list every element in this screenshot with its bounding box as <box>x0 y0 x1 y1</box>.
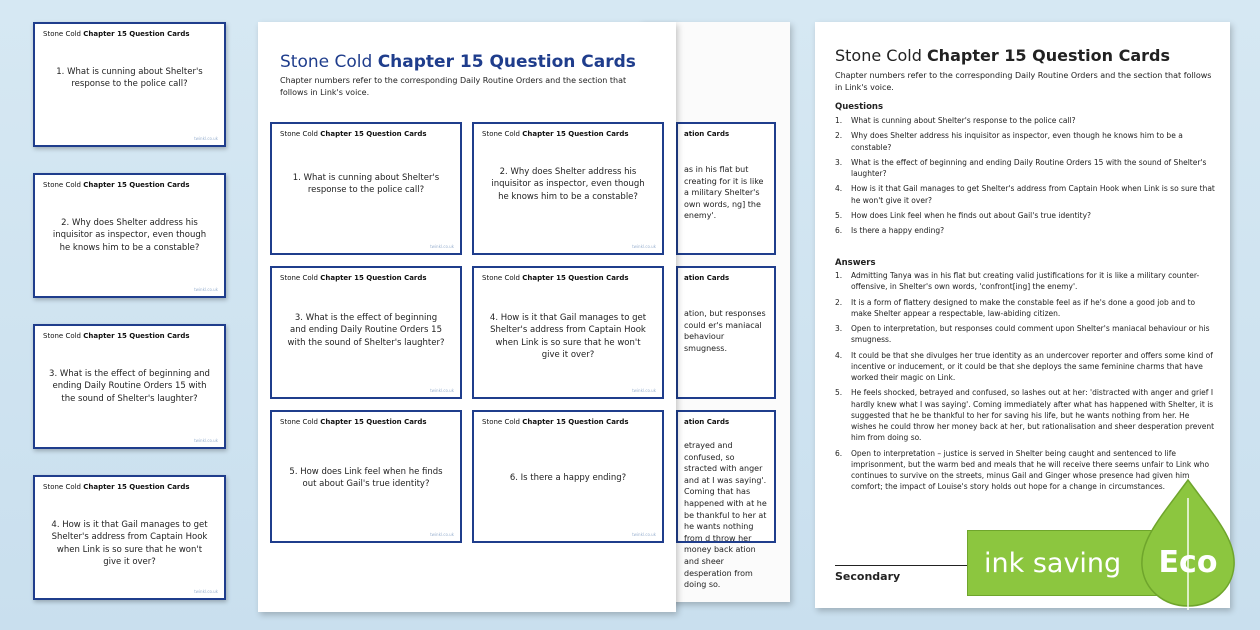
card-header: Stone Cold Chapter 15 Question Cards <box>43 30 190 38</box>
list-item: 6. Is there a happy ending? <box>835 226 945 235</box>
card-header: ation Cards <box>684 418 730 426</box>
card-header: ation Cards <box>684 130 730 138</box>
card-header: ation Cards <box>684 274 730 282</box>
card-question: 1. What is cunning about Shelter's response to the police call? <box>292 173 440 196</box>
card-footer: twinkl.co.uk <box>194 438 218 443</box>
list-item: 3. Open to interpretation, but responses could comment upon Shelter's maniacal behaviour or his smugness. <box>835 324 1210 345</box>
list-item: 2. Why does Shelter address his inquisitor as inspector, even though he knows him to be a constable? <box>835 131 1183 152</box>
ink-saving-label: ink saving <box>984 547 1122 579</box>
mini-card-2 <box>33 173 226 298</box>
mini-card-1 <box>33 22 226 147</box>
card-header: Stone Cold Chapter 15 Question Cards <box>280 130 427 138</box>
back-card-1 <box>676 122 776 255</box>
list-item: 6. Open to interpretation – justice is served in Shelter being caught and sentenced to life imprisonment, but the warm bed and meals that he will receive there seems unfair to Link who continues to survive on the streets, minus Gail and Ginger whose presence had given him comfort; the impact of Louise's story holds out hope for a change in circumstances. <box>835 448 1210 492</box>
card-footer: twinkl.co.uk <box>194 136 218 141</box>
sheet-title: Stone Cold Chapter 15 Question Cards <box>280 52 636 72</box>
questions-heading: Questions <box>835 102 884 112</box>
eco-leaf-label: Eco <box>1158 545 1218 580</box>
footer-divider <box>835 565 985 566</box>
question-card-1 <box>270 122 462 255</box>
card-footer: twinkl.co.uk <box>430 388 454 393</box>
answers-intro: Chapter numbers refer to the corresponding Daily Routine Orders and the section that follows in Link's voice. <box>835 71 1212 92</box>
ink-saving-banner <box>967 530 1167 596</box>
question-card-5 <box>270 410 462 543</box>
card-header: Stone Cold Chapter 15 Question Cards <box>43 483 190 491</box>
card-footer: twinkl.co.uk <box>632 388 656 393</box>
card-header: Stone Cold Chapter 15 Question Cards <box>43 332 190 340</box>
card-footer: twinkl.co.uk <box>632 244 656 249</box>
card-header: Stone Cold Chapter 15 Question Cards <box>482 130 629 138</box>
card-question: 4. How is it that Gail manages to get Shelter's address from Captain Hook when Link is so sure that he won't give it over? <box>51 520 208 567</box>
card-footer: twinkl.co.uk <box>430 532 454 537</box>
question-card-3 <box>270 266 462 399</box>
back-card-text: ation, but responses could er's maniacal behaviour smugness. <box>684 309 766 353</box>
answers-title: Stone Cold Chapter 15 Question Cards <box>835 46 1170 65</box>
list-item: 4. How is it that Gail manages to get Shelter's address from Captain Hook when Link is so sure that he won't give it over? <box>835 184 1215 205</box>
card-question: 4. How is it that Gail manages to get Shelter's address from Captain Hook when Link is so sure that he won't give it over? <box>489 313 647 360</box>
list-item: 3. What is the effect of beginning and ending Daily Routine Orders 15 with the sound of Shelter's laughter? <box>835 157 1207 178</box>
questions-list <box>835 115 1215 240</box>
card-header: Stone Cold Chapter 15 Question Cards <box>482 274 629 282</box>
card-header: Stone Cold Chapter 15 Question Cards <box>43 181 190 189</box>
mini-card-4 <box>33 475 226 600</box>
card-header: Stone Cold Chapter 15 Question Cards <box>280 418 427 426</box>
answers-list <box>835 270 1215 497</box>
card-question: 5. How does Link feel when he finds out about Gail's true identity? <box>289 467 443 490</box>
back-card-text: as in his flat but creating for it is like a military Shelter's own words, ng] the enemy'. <box>684 165 764 221</box>
list-item: 1. What is cunning about Shelter's response to the police call? <box>835 116 1076 125</box>
card-question: 3. What is the effect of beginning and ending Daily Routine Orders 15 with the sound of Shelter's laughter? <box>49 369 210 404</box>
list-item: 5. He feels shocked, betrayed and confused, so lashes out at her: 'distracted with anger and grief I hardly knew what I was saying'. Coming immediately after what has happened with Shelter, it is suggested that he be thankful to her for saving his life, but he wants nothing from her. He wishes he could throw her money back at her, but rationalisation and sheer desperation prevent him from doing so. <box>835 388 1215 443</box>
card-question: 6. Is there a happy ending? <box>509 473 627 483</box>
card-footer: twinkl.co.uk <box>632 532 656 537</box>
card-question: 1. What is cunning about Shelter's response to the police call? <box>56 67 203 90</box>
list-item: 5. How does Link feel when he finds out about Gail's true identity? <box>835 210 1091 220</box>
card-header: Stone Cold Chapter 15 Question Cards <box>280 274 427 282</box>
footer-label: Secondary <box>835 570 901 583</box>
answers-heading: Answers <box>835 258 876 268</box>
list-item: 2. It is a form of flattery designed to make the constable feel as if he's done a good job and to make Shelter appear a respectable, law-abiding citizen. <box>835 297 1196 318</box>
card-footer: twinkl.co.uk <box>194 287 218 292</box>
back-card-text: etrayed and confused, so stracted with anger and at I was saying'. Coming that has happened with at he be thankful to her at he wants nothing from d throw her money back ation and sheer desperation from doing so. <box>684 441 767 590</box>
question-card-4 <box>472 266 664 399</box>
back-card-2 <box>676 266 776 399</box>
main-sheet <box>258 22 676 612</box>
card-footer: twinkl.co.uk <box>194 589 218 594</box>
list-item: 1. Admitting Tanya was in his flat but creating valid justifications for it is like a military counter-offensive, in Shelter's own words, 'confront[ing] the enemy'. <box>835 271 1200 292</box>
eco-leaf-icon <box>1138 478 1238 613</box>
sheet-intro: Chapter numbers refer to the corresponding Daily Routine Orders and the section that follows in Link's voice. <box>280 76 627 97</box>
card-header: Stone Cold Chapter 15 Question Cards <box>482 418 629 426</box>
question-card-6 <box>472 410 664 543</box>
card-question: 2. Why does Shelter address his inquisitor as inspector, even though he knows him to be a constable? <box>491 167 645 202</box>
mini-card-3 <box>33 324 226 449</box>
back-card-3 <box>676 410 776 590</box>
question-card-2 <box>472 122 664 255</box>
card-footer: twinkl.co.uk <box>430 244 454 249</box>
card-question: 2. Why does Shelter address his inquisitor as inspector, even though he knows him to be a constable? <box>52 218 207 253</box>
card-question: 3. What is the effect of beginning and ending Daily Routine Orders 15 with the sound of Shelter's laughter? <box>287 313 445 348</box>
list-item: 4. It could be that she divulges her true identity as an undercover reporter and offers some kind of incentive or inducement, or it could be that she deploys the same feminine charms that have worked their magic on Link. <box>835 350 1213 382</box>
